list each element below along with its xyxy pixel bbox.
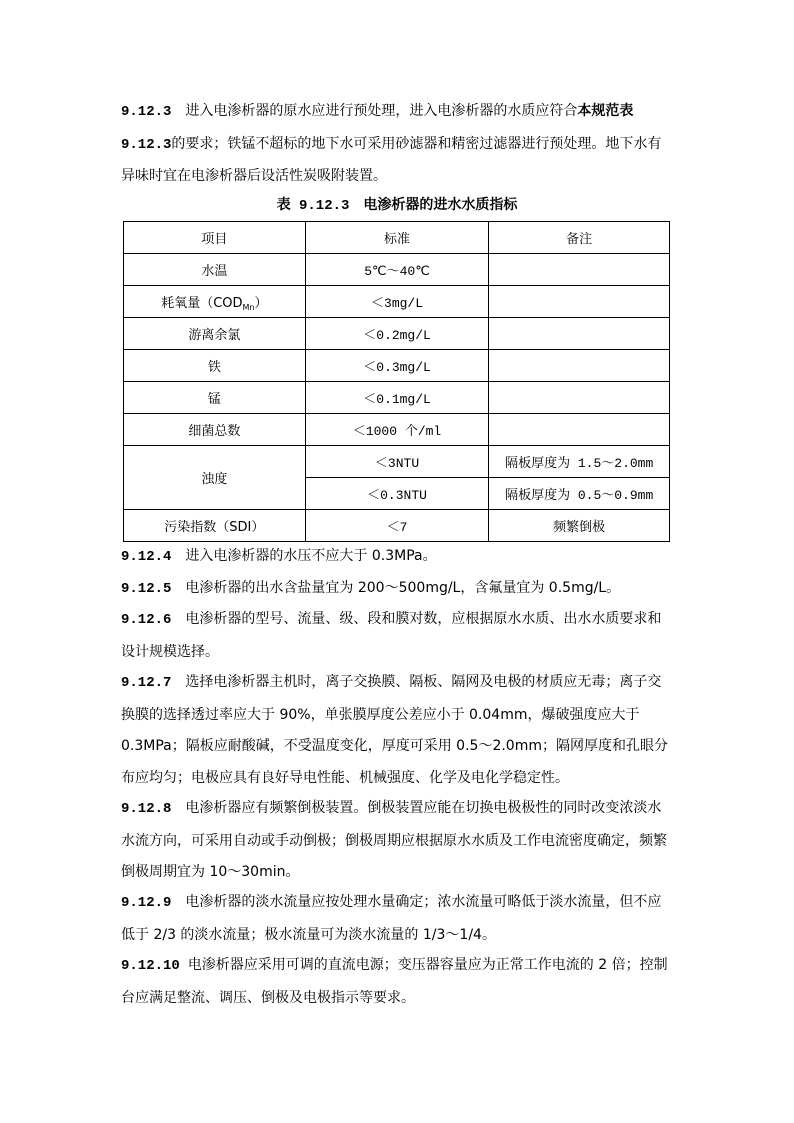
table-caption-title: 电渗析器的进水水质指标: [363, 197, 518, 213]
section-ref-bold: 本规范表: [577, 103, 634, 119]
section-text: 电渗析器应有频繁倒极装置。倒极装置应能在切换电极极性的同时改变浓淡水水流方向，可采用自动或手动倒极；倒极周期应根据原水水质及工作电流密度确定，频繁倒极周期宜为 10～30min。: [121, 800, 667, 880]
header-standard: 标准: [305, 222, 489, 254]
section-number: 9.12.5: [121, 581, 172, 597]
table-row: [124, 446, 670, 478]
cell-standard: 5℃～40℃: [305, 254, 489, 286]
table-row: [124, 414, 670, 446]
table-caption: [121, 193, 673, 218]
header-item: 项目: [124, 222, 306, 254]
cell-standard: ＜0.2mg/L: [305, 318, 489, 350]
cell-note: [489, 414, 670, 446]
section-text: 进入电渗析器的水压不应大于 0.3MPa。: [185, 548, 437, 564]
section-number: 9.12.9: [121, 895, 172, 911]
table-row: [124, 350, 670, 382]
table-row: [124, 286, 670, 318]
cell-note: [489, 254, 670, 286]
cell-item-end: ）: [254, 295, 268, 311]
cell-standard: ＜7: [305, 510, 489, 542]
cell-standard: ＜1000 个/ml: [305, 414, 489, 446]
header-note: 备注: [489, 222, 670, 254]
section-9-12-6: [121, 604, 673, 668]
cell-standard: ＜0.1mg/L: [305, 382, 489, 414]
table-header-row: [124, 222, 670, 254]
section-9-12-9: [121, 887, 673, 951]
section-9-12-3: [121, 96, 673, 193]
cell-item: 铁: [124, 350, 306, 382]
cell-item: 细菌总数: [124, 414, 306, 446]
cell-item: 游离余氯: [124, 318, 306, 350]
section-number: 9.12.3: [121, 104, 172, 120]
section-text: 进入电渗析器的原水应进行预处理，进入电渗析器的水质应符合: [185, 103, 578, 119]
water-quality-table: [123, 221, 670, 542]
cell-note: [489, 382, 670, 414]
cell-standard: ＜3mg/L: [305, 286, 489, 318]
section-9-12-4: [121, 541, 673, 574]
section-text: 选择电渗析器主机时，离子交换膜、隔板、隔网及电极的材质应无毒；离子交换膜的选择透过率应大于 90%，单张膜厚度公差应小于 0.04mm，爆破强度应大于 0.3MPa；隔板应耐酸碱，不受温度变化，厚度可采用 0.5～2.0mm；隔网厚度和孔眼分布应均匀；电极应具有良好导电性能、机械强度、化学及电化学稳定性。: [121, 674, 668, 786]
section-number: 9.12.6: [121, 612, 172, 628]
cell-note: 频繁倒极: [489, 510, 670, 542]
section-9-12-5: [121, 573, 673, 606]
cell-item-main: 耗氧量（COD: [161, 295, 243, 311]
cell-note: [489, 318, 670, 350]
section-text: 电渗析器的出水含盐量宜为 200～500mg/L，含氟量宜为 0.5mg/L。: [185, 580, 621, 596]
cell-item: [124, 286, 306, 318]
section-text: 电渗析器的型号、流量、级、段和膜对数，应根据原水水质、出水水质要求和设计规模选择。: [121, 611, 662, 660]
section-number: 9.12.10: [121, 958, 180, 974]
section-text-cont: 的要求；铁锰不超标的地下水可采用砂滤器和精密过滤器进行预处理。地下水有异味时宜在电渗析器后设活性炭吸附装置。: [121, 135, 662, 184]
section-text: 电渗析器应采用可调的直流电源；变压器容量应为正常工作电流的 2 倍；控制台应满足整流、调压、倒极及电极指示等要求。: [121, 957, 668, 1006]
cell-standard: ＜0.3NTU: [305, 478, 489, 510]
section-9-12-10: [121, 950, 673, 1014]
table-row: [124, 510, 670, 542]
cell-note: [489, 350, 670, 382]
cell-item: 污染指数（SDI）: [124, 510, 306, 542]
cell-note: 隔板厚度为 0.5～0.9mm: [489, 478, 670, 510]
cell-standard: ＜0.3mg/L: [305, 350, 489, 382]
section-text: 电渗析器的淡水流量应按处理水量确定；浓水流量可略低于淡水流量，但不应低于 2/3 的淡水流量；极水流量可为淡水流量的 1/3～1/4。: [121, 894, 662, 943]
section-number: 9.12.4: [121, 549, 172, 565]
cell-item: 锰: [124, 382, 306, 414]
section-ref-number: 9.12.3: [121, 136, 172, 153]
table-row: [124, 254, 670, 286]
cell-item-subscript: Mn: [242, 302, 255, 312]
table-row: [124, 318, 670, 350]
cell-note: 隔板厚度为 1.5～2.0mm: [489, 446, 670, 478]
section-number: 9.12.8: [121, 801, 172, 817]
cell-standard: ＜3NTU: [305, 446, 489, 478]
section-9-12-7: [121, 667, 673, 794]
cell-item: 浊度: [124, 446, 306, 510]
table-caption-label: 表 9.12.3: [276, 198, 350, 214]
cell-item: 水温: [124, 254, 306, 286]
section-9-12-8: [121, 793, 673, 889]
cell-note: [489, 286, 670, 318]
table-row: [124, 382, 670, 414]
section-number: 9.12.7: [121, 675, 172, 691]
